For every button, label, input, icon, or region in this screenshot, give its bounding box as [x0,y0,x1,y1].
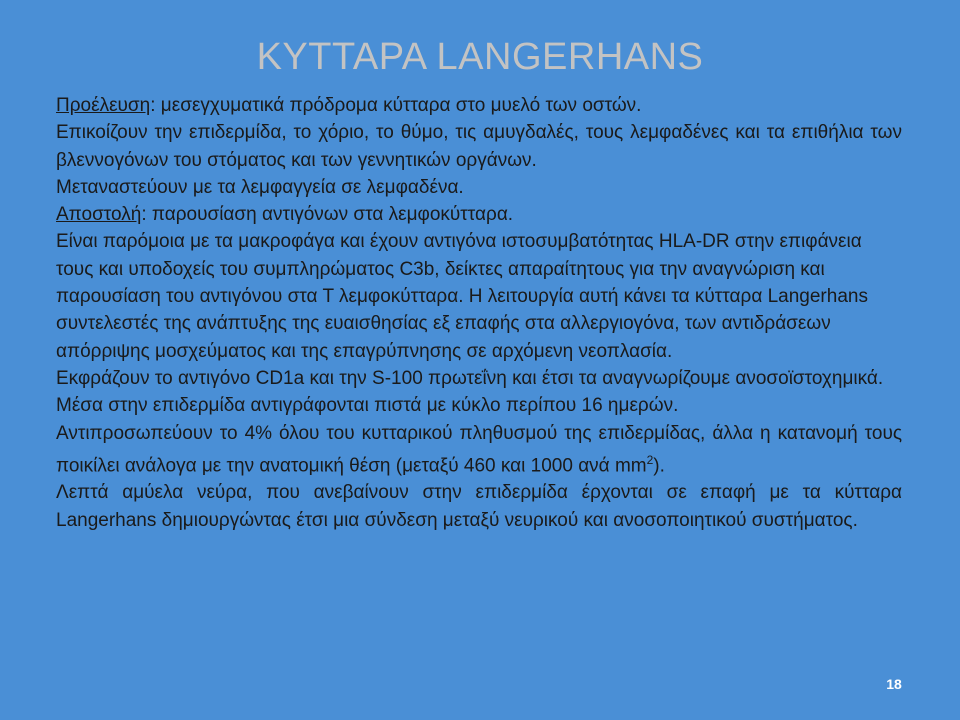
slide-title: ΚΥΤΤΑΡΑ LANGERHANS [256,36,704,78]
nerve-paragraph: Λεπτά αμύελα νεύρα, που ανεβαίνουν στην επιδερμίδα έρχονται σε επαφή με τα κύτταρα Langerhans δημιουργώντας έτσι μια σύνδεση μεταξύ νευρικού και ανοσοποιητικού συστήματος. [56,482,902,531]
origin-colon: : [150,95,156,116]
contact-paragraph: Επικοίζουν την επιδερμίδα, το χόριο, το θύμο, τις αμυγδαλές, τους λεμφαδένες και τα επιθήλια των βλεννογόνων του στόματος και των γεννητικών οργάνων. [56,122,902,171]
slide-body [56,92,902,534]
macrophage-paragraph: Είναι παρόμοια με τα μακροφάγα και έχουν αντιγόνα ιστοσυμβατότητας HLA-DR στην επιφάνεια τους και υποδοχείς του συμπληρώματος C3b, δείκτες απαραίτητους για την αναγνώριση και παρουσίαση του αντιγόνου στα Τ λεμφοκύτταρα. Η λειτουργία αυτή κάνει τα κύτταρα Langerhans συντελεστές της ανάπτυξης της ευαισθησίας εξ επαφής στα αλλεργιογόνα, των αντιδράσεων απόρριψης μοσχεύματος και της επαγρύπνησης σε αρχόμενη νεοπλασία. [56,231,868,362]
migration-paragraph: Μεταναστεύουν με τα λεμφαγγεία σε λεμφαδένα. [56,176,464,198]
population-suffix: ). [653,455,665,477]
mission-text: : παρουσίαση αντιγόνων στα λεμφοκύτταρα. [141,204,514,226]
origin-paragraph [56,92,902,119]
population-superscript: 2 [646,452,654,467]
mission-label: Αποστολή [56,204,142,226]
population-text: Αντιπροσωπεύουν το 4% όλου του κυτταρικού πληθυσμού της επιδερμίδας, άλλα η κατανομή τους ποικίλει ανάλογα με την ανατομική θέση (μεταξύ 460 και 1000 ανά mm [56,422,902,477]
page-number: 18 [886,676,902,692]
mission-paragraph [56,201,902,228]
origin-text: μεσεγχυματικά πρόδρομα κύτταρα στο μυελό των οστών. [155,95,642,116]
replication-paragraph: Μέσα στην επιδερμίδα αντιγράφονται πιστά με κύκλο περίπου 16 ημερών. [56,395,679,417]
population-paragraph [56,420,902,480]
origin-label: Προέλευση [56,95,151,116]
expression-paragraph: Εκφράζουν το αντιγόνο CD1a και την S-100 πρωτεΐνη και έτσι τα αναγνωρίζουμε ανοσοϊστοχημικά. [56,367,884,389]
